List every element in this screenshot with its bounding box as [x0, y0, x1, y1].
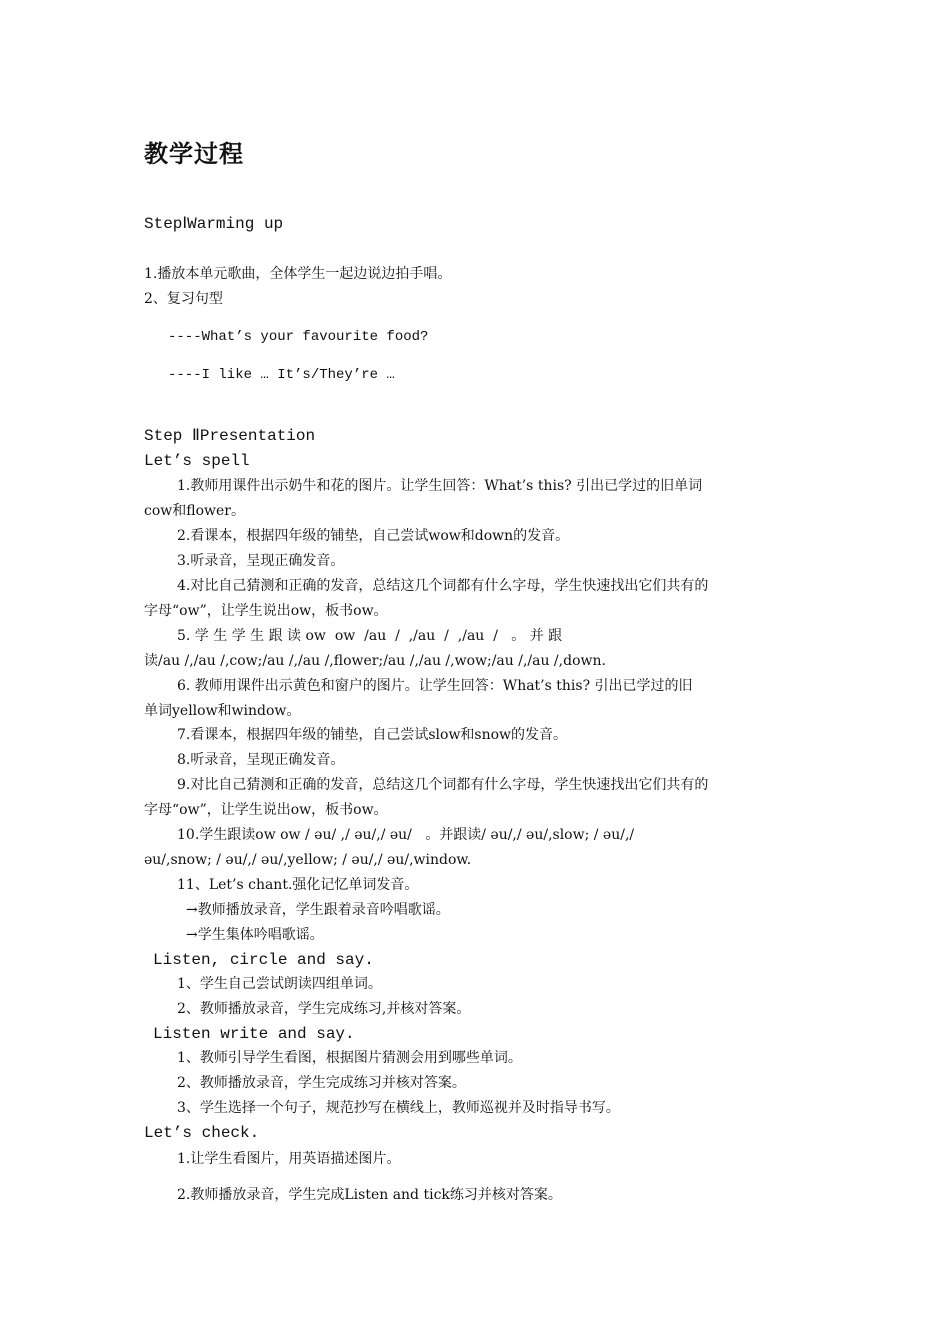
spell-line-5: 4.对比自己猜测和正确的发音，总结这几个词都有什么字母，学生快速找出它们共有的	[177, 578, 709, 594]
listen-write-item-1: 1、教师引导学生看图，根据图片猜测会用到哪些单词。	[177, 1050, 522, 1066]
listen-circle-heading: Listen, circle and say.	[153, 951, 374, 969]
listen-write-heading: Listen write and say.	[153, 1025, 355, 1043]
spell-line-7: 5. 学 生 学 生 跟 读 ow ow /au / ,/au / ,/au / 。 并 跟	[177, 628, 563, 644]
step1-item-4: ----I like … It’s/They’re …	[168, 367, 395, 383]
lets-spell-heading: Let’s spell	[144, 452, 250, 470]
lets-check-item-2: 2.教师播放录音，学生完成Listen and tick练习并核对答案。	[177, 1187, 562, 1203]
spell-line-6: 字母“ow”，让学生说出ow，板书ow。	[144, 603, 388, 619]
step1-item-3: ----What’s your favourite food?	[168, 329, 429, 345]
step1-heading: StepⅠWarming up	[144, 215, 284, 233]
spell-line-2: cow和flower。	[144, 503, 245, 519]
spell-line-1: 1.教师用课件出示奶牛和花的图片。让学生回答：What’s this? 引出已学过的旧单词	[177, 478, 703, 494]
listen-write-item-2: 2、教师播放录音，学生完成练习并核对答案。	[177, 1075, 466, 1091]
spell-line-3: 2.看课本，根据四年级的铺垫，自己尝试wow和down的发音。	[177, 528, 570, 544]
spell-line-9: 6. 教师用课件出示黄色和窗户的图片。让学生回答：What’s this? 引出已学过的旧	[177, 678, 693, 694]
spell-line-18: →教师播放录音，学生跟着录音吟唱歌谣。	[186, 902, 450, 918]
step1-item-2: 2、复习句型	[144, 291, 223, 307]
spell-line-4: 3.听录音，呈现正确发音。	[177, 553, 345, 569]
spell-line-10: 单词yellow和window。	[144, 703, 301, 719]
spell-line-12: 8.听录音，呈现正确发音。	[177, 752, 345, 768]
page-title: 教学过程	[144, 139, 244, 168]
step1-item-1: 1.播放本单元歌曲，全体学生一起边说边拍手唱。	[144, 266, 452, 282]
spell-line-8: 读/au /,/au /,cow;/au /,/au /,flower;/au /,/au /,wow;/au /,/au /,down.	[144, 653, 606, 669]
lets-check-item-1: 1.让学生看图片，用英语描述图片。	[177, 1151, 401, 1167]
listen-circle-item-1: 1、学生自己尝试朗读四组单词。	[177, 976, 382, 992]
spell-line-11: 7.看课本，根据四年级的铺垫，自己尝试slow和snow的发音。	[177, 727, 568, 743]
step2-heading: Step ⅡPresentation	[144, 427, 316, 445]
spell-line-15: 10.学生跟读ow ow / əu/ ,/ əu/,/ əu/ 。并跟读/ əu/,/ əu/,slow; / əu/,/	[177, 827, 635, 843]
listen-write-item-3: 3、学生选择一个句子，规范抄写在横线上，教师巡视并及时指导书写。	[177, 1100, 620, 1116]
listen-circle-item-2: 2、教师播放录音，学生完成练习,并核对答案。	[177, 1001, 471, 1017]
spell-line-16: əu/,snow; / əu/,/ əu/,yellow; / əu/,/ əu/,window.	[144, 852, 472, 868]
spell-line-17: 11、Let’s chant.强化记忆单词发音。	[177, 877, 419, 893]
spell-line-13: 9.对比自己猜测和正确的发音，总结这几个词都有什么字母，学生快速找出它们共有的	[177, 777, 709, 793]
lets-check-heading: Let’s check.	[144, 1124, 260, 1142]
spell-line-14: 字母“ow”，让学生说出ow，板书ow。	[144, 802, 388, 818]
spell-line-19: →学生集体吟唱歌谣。	[186, 927, 324, 943]
